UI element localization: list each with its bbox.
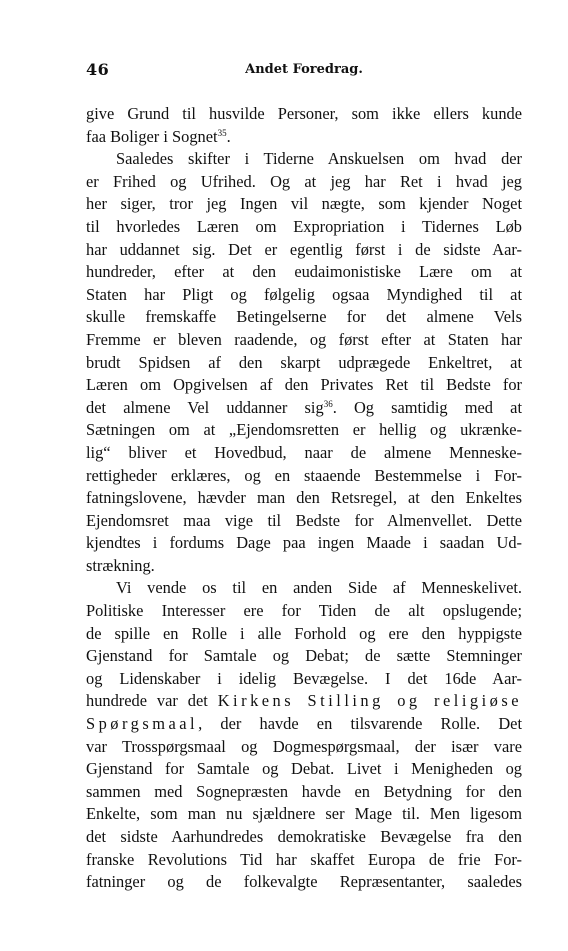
text-line: faa Boliger i Sognet$^{35}$. xyxy=(86,126,231,146)
text-line: Fremme er bleven raadende, og først efter at Staten har xyxy=(86,329,522,349)
text-line: var Trosspørgsmaal og Dogmespørgsmaal, der især vare xyxy=(86,736,522,756)
text-line: strækning. xyxy=(86,555,155,575)
text-line: til hvorledes Læren om Expropriation i Tidernes Løb xyxy=(86,216,522,236)
text-line: og Lidenskaber i idelig Bevægelse. I det 16de Aar- xyxy=(86,668,522,688)
text-line: her siger, tror jeg Ingen vil nægte, som kjender Noget xyxy=(86,194,522,214)
text-line: de spille en Rolle i alle Forhold og ere den hyppigste xyxy=(86,623,522,643)
text-line: Saaledes skifter i Tiderne Anskuelsen om hvad der xyxy=(116,149,522,169)
page-header xyxy=(86,60,522,82)
text-line: Læren om Opgivelsen af den Privates Ret til Bedste for xyxy=(86,375,522,395)
text-line: er Frihed og Ufrihed. Og at jeg har Ret i hvad jeg xyxy=(86,171,522,191)
text-line: det almene Vel uddanner sig$^{36}$. Og samtidig med at xyxy=(86,397,522,417)
text-line: fatninger og de folkevalgte Repræsentanter, saaledes xyxy=(86,872,522,892)
spaced-emphasis: Kirkens Stilling og religiøse xyxy=(217,691,522,711)
text-line: fatningslovene, hævder man den Retsregel, at den Enkeltes xyxy=(86,488,522,508)
text-line: Vi vende os til en anden Side af Menneskelivet. xyxy=(116,578,522,598)
text-line: Sætningen om at „Ejendomsretten er hellig og ukrænke- xyxy=(86,420,522,440)
text-line: Staten har Pligt og følgelig ogsaa Myndighed til at xyxy=(86,284,522,304)
text-line: Gjenstand for Samtale og Debat. Livet i Menigheden og xyxy=(86,759,522,779)
text-line: har uddannet sig. Det er egentlig først i de sidste Aar- xyxy=(86,239,522,259)
text-line: Ejendomsret maa vige til Bedste for Almenvellet. Dette xyxy=(86,510,522,530)
footnote-ref: 36 xyxy=(323,398,333,409)
text-line: skulle fremskaffe Betingelserne for det almene Vels xyxy=(86,307,522,327)
page-number: 46 xyxy=(86,60,110,79)
text-line: det sidste Aarhundredes demokratiske Bevægelse fra den xyxy=(86,827,522,846)
text-line: Politiske Interesser ere for Tiden de alt opslugende; xyxy=(86,601,522,621)
text-line: brudt Spidsen af den skarpt udprægede Enkeltret, at xyxy=(86,352,522,372)
text-line: lig“ bliver et Hovedbud, naar de almene Menneske- xyxy=(86,442,522,462)
body-text xyxy=(86,103,522,894)
text-line: hundreder, efter at den eudaimonistiske Lære om at xyxy=(86,262,522,282)
text-line: give Grund til husvilde Personer, som ikke ellers kunde xyxy=(86,104,522,123)
text-line: Gjenstand for Samtale og Debat; de sætte Stemninger xyxy=(86,646,522,666)
text-line: hundrede var det Kirkens Stilling og religiøse xyxy=(86,691,522,711)
text-line: franske Revolutions Tid har skaffet Europa de frie For- xyxy=(86,849,522,869)
footnote-ref: 35 xyxy=(217,127,227,138)
text-line: sammen med Sognepræsten havde en Betydning for den xyxy=(86,781,522,801)
spaced-emphasis: Spørgsmaal xyxy=(86,714,199,734)
running-head: Andet Foredrag. xyxy=(245,62,363,77)
text-line: Spørgsmaal, der havde en tilsvarende Rolle. Det xyxy=(86,714,522,734)
text-line: Enkelte, som man nu sjældnere ser Mage til. Men ligesom xyxy=(86,804,522,824)
text-line: kjendtes i fordums Dage paa ingen Maade i saadan Ud- xyxy=(86,533,522,553)
text-line: rettigheder erklæres, og en staaende Bestemmelse i For- xyxy=(86,465,522,485)
